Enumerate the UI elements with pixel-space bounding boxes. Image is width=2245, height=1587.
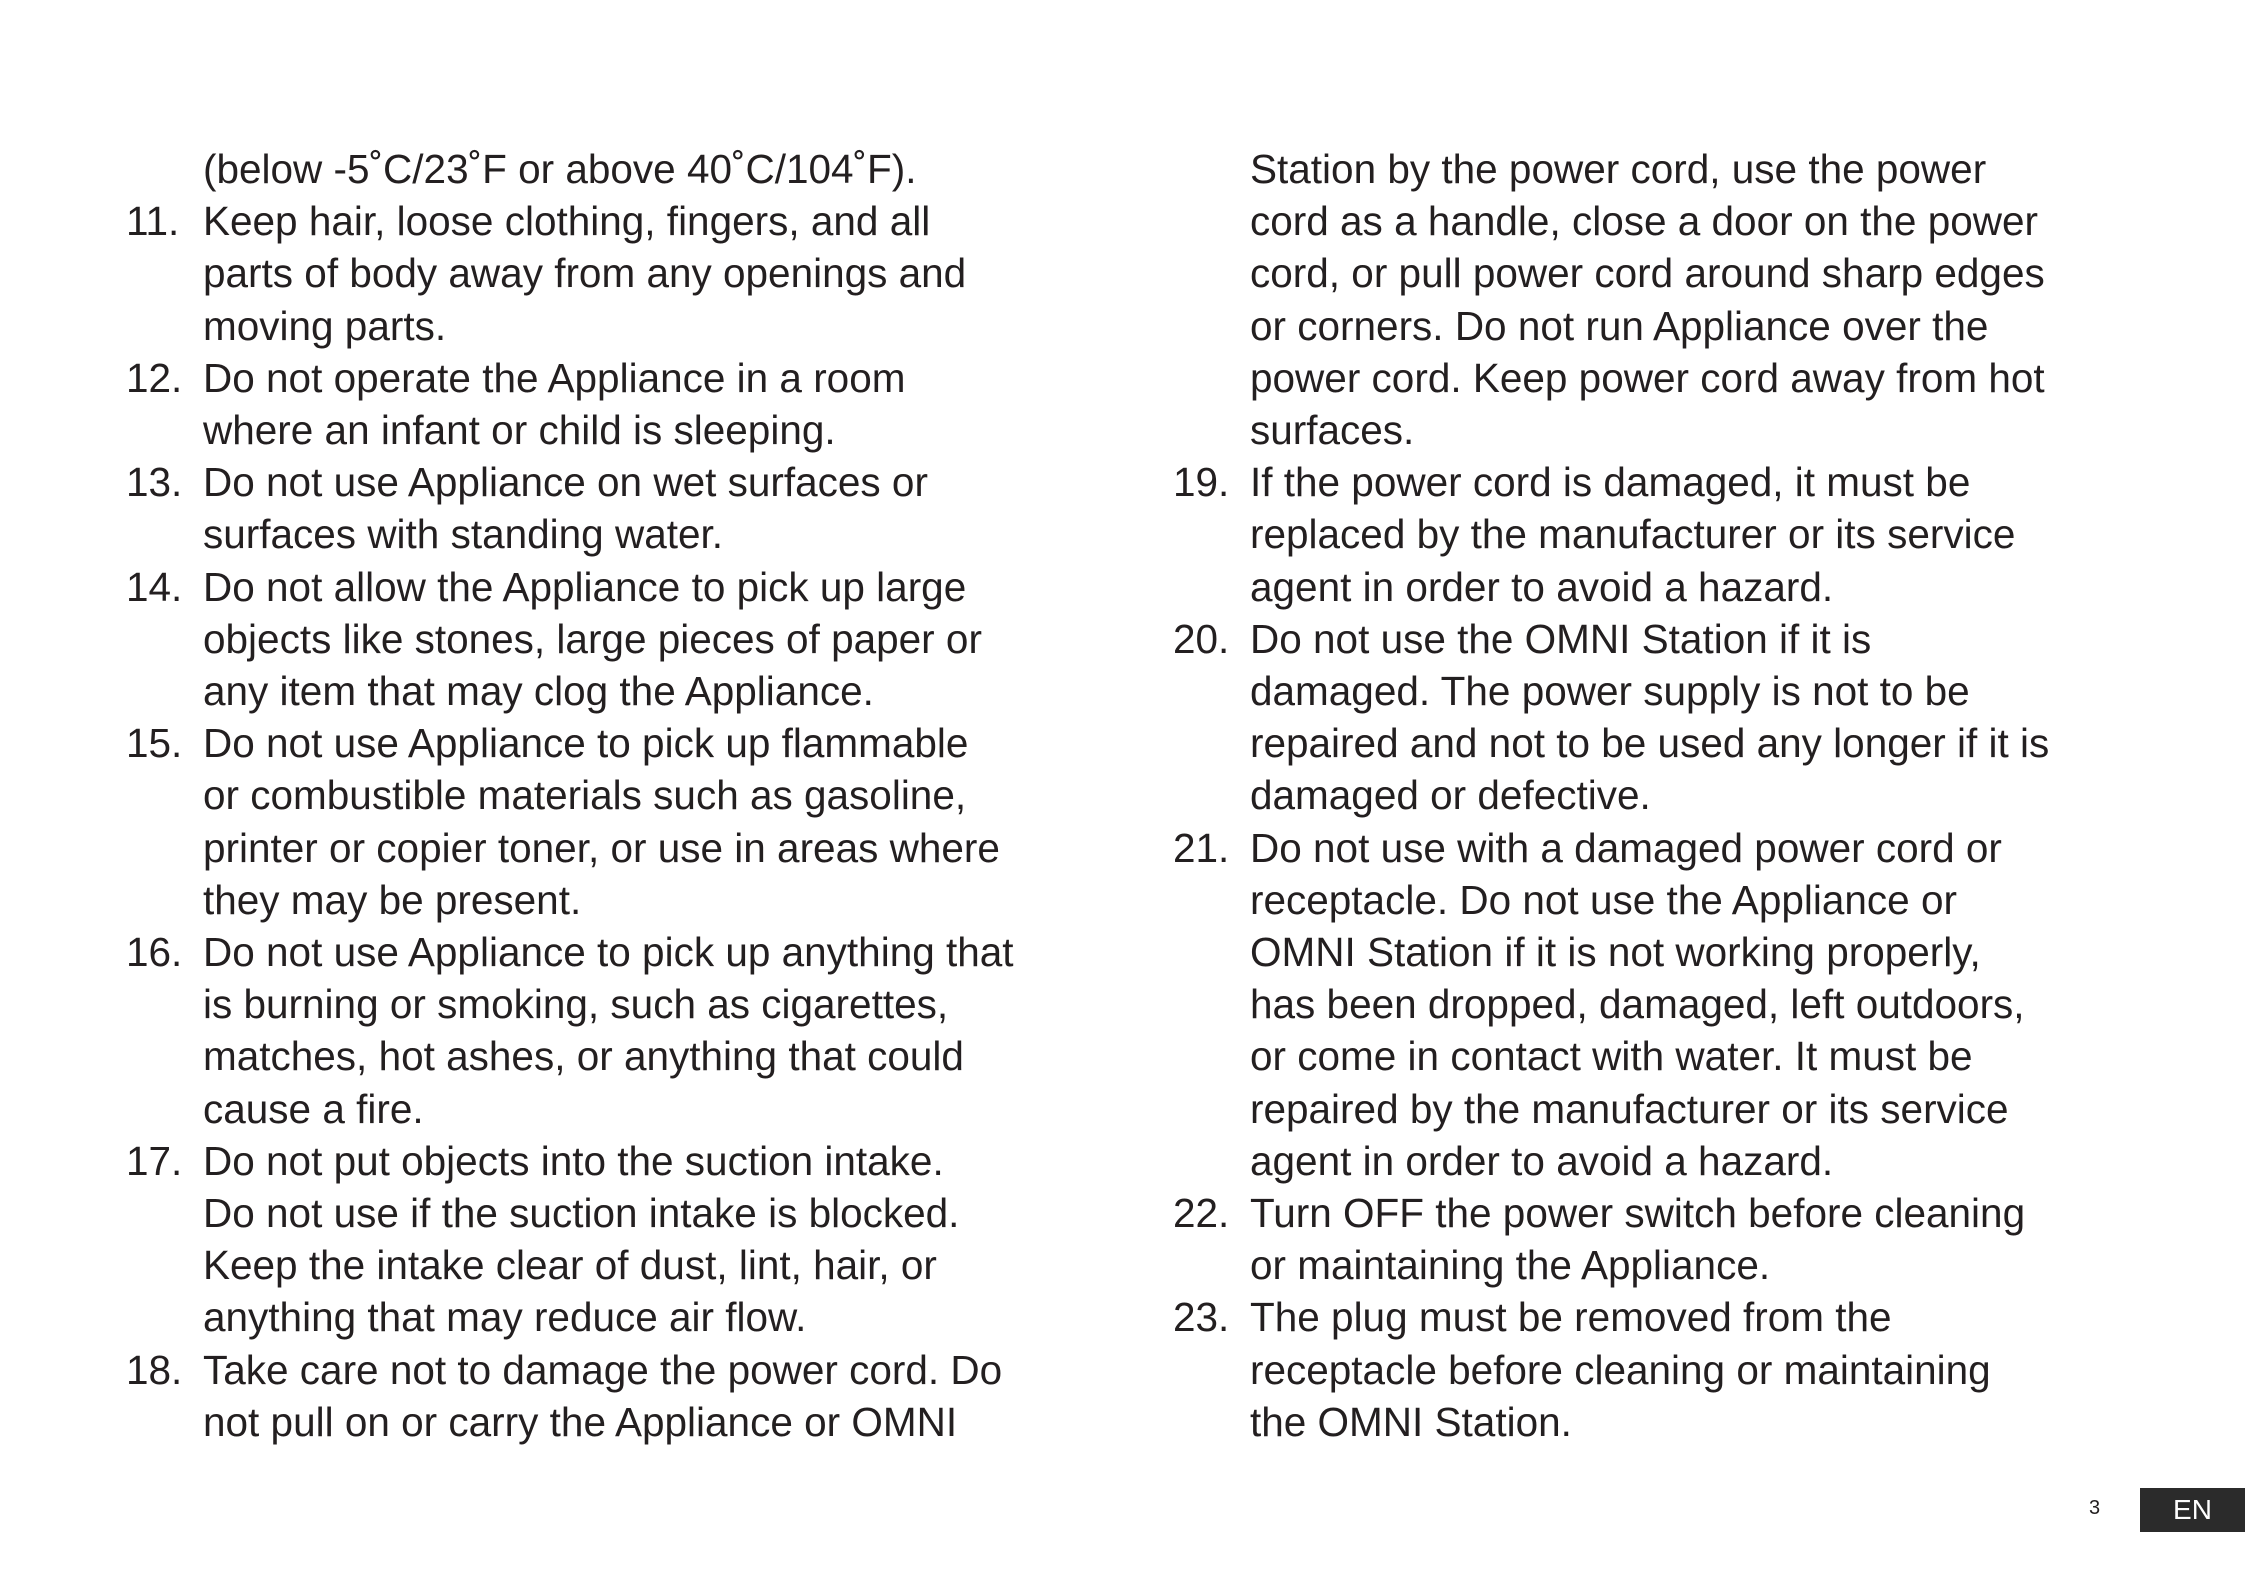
text-line: printer or copier toner, or use in areas where (203, 824, 1000, 871)
list-item (1173, 1187, 2173, 1291)
item-number: 22. (1173, 1190, 1230, 1237)
text-line: The plug must be removed from the (1250, 1294, 1892, 1341)
text-line: Do not use with a damaged power cord or (1250, 824, 2002, 871)
item-text (1250, 143, 2173, 456)
item-number: 17. (126, 1137, 183, 1184)
list-item (1173, 613, 2173, 822)
list-item (126, 456, 1086, 560)
list-item (1173, 143, 2173, 456)
item-number: 14. (126, 563, 183, 610)
text-line: is burning or smoking, such as cigarettes, (203, 981, 949, 1028)
text-line: replaced by the manufacturer or its service (1250, 511, 2016, 558)
list-item (1173, 822, 2173, 1187)
text-line: repaired and not to be used any longer if it is (1250, 720, 2050, 767)
text-line: any item that may clog the Appliance. (203, 668, 874, 715)
text-line: Turn OFF the power switch before cleaning (1250, 1190, 2026, 1237)
text-line: Do not use if the suction intake is blocked. (203, 1190, 960, 1237)
text-line: receptacle. Do not use the Appliance or (1250, 876, 1957, 923)
item-number: 15. (126, 720, 183, 767)
list-item (1173, 456, 2173, 613)
list-item (126, 717, 1086, 926)
text-line: moving parts. (203, 302, 447, 349)
text-line: the OMNI Station. (1250, 1398, 1572, 1445)
text-line: agent in order to avoid a hazard. (1250, 1137, 1834, 1184)
text-line: Do not operate the Appliance in a room (203, 354, 906, 401)
text-line: damaged. The power supply is not to be (1250, 668, 1970, 715)
item-number: 18. (126, 1346, 183, 1393)
item-text (1250, 1291, 2173, 1448)
text-line: Keep the intake clear of dust, lint, hair, or (203, 1242, 937, 1289)
text-line: Keep hair, loose clothing, fingers, and all (203, 198, 931, 245)
list-item (126, 1135, 1086, 1344)
page-number: 3 (2089, 1497, 2101, 1519)
text-line: or corners. Do not run Appliance over the (1250, 302, 1989, 349)
item-number: 21. (1173, 824, 1230, 871)
list-item (126, 561, 1086, 718)
item-text (203, 561, 1086, 718)
text-line: (below -5˚C/23˚F or above 40˚C/104˚F). (203, 146, 917, 192)
text-line: cause a fire. (203, 1085, 424, 1132)
item-text (203, 143, 1086, 195)
text-line: parts of body away from any openings and (203, 250, 967, 297)
list-item (126, 1344, 1086, 1448)
text-line: power cord. Keep power cord away from hot (1250, 354, 2045, 401)
list-item (126, 195, 1086, 352)
text-line: Do not use Appliance to pick up flammable (203, 720, 969, 767)
right-column (1173, 143, 2173, 1448)
text-line: matches, hot ashes, or anything that could (203, 1033, 964, 1080)
text-line: cord, or pull power cord around sharp edges (1250, 250, 2045, 297)
list-item (126, 926, 1086, 1135)
item-text (203, 1135, 1086, 1344)
list-item (126, 143, 1086, 195)
language-badge: EN (2140, 1488, 2245, 1532)
text-line: anything that may reduce air flow. (203, 1294, 807, 1341)
list-item (126, 352, 1086, 456)
text-line: If the power cord is damaged, it must be (1250, 459, 1971, 506)
text-line: Do not put objects into the suction intake. (203, 1137, 944, 1184)
text-line: surfaces. (1250, 407, 1415, 454)
item-text (203, 195, 1086, 352)
item-text (203, 352, 1086, 456)
item-text (203, 926, 1086, 1135)
text-line: they may be present. (203, 876, 582, 923)
text-line: or maintaining the Appliance. (1250, 1242, 1771, 1289)
text-line: objects like stones, large pieces of paper or (203, 615, 982, 662)
text-line: damaged or defective. (1250, 772, 1651, 819)
list-item (1173, 1291, 2173, 1448)
item-text (1250, 613, 2173, 822)
item-text (203, 1344, 1086, 1448)
item-number: 23. (1173, 1294, 1230, 1341)
text-line: agent in order to avoid a hazard. (1250, 563, 1834, 610)
item-number: 16. (126, 929, 183, 976)
text-line: receptacle before cleaning or maintaining (1250, 1346, 1991, 1393)
text-line: or combustible materials such as gasoline, (203, 772, 967, 819)
left-column (126, 143, 1086, 1448)
item-number: 13. (126, 459, 183, 506)
text-line: Do not use the OMNI Station if it is (1250, 615, 1872, 662)
text-line: or come in contact with water. It must be (1250, 1033, 1973, 1080)
item-text (203, 456, 1086, 560)
text-line: where an infant or child is sleeping. (203, 407, 836, 454)
text-line: Do not use Appliance to pick up anything that (203, 929, 1014, 976)
item-text (1250, 822, 2173, 1187)
text-line: surfaces with standing water. (203, 511, 724, 558)
item-text (1250, 1187, 2173, 1291)
text-line: Take care not to damage the power cord. Do (203, 1346, 1003, 1393)
text-line: repaired by the manufacturer or its service (1250, 1085, 2009, 1132)
text-line: Do not use Appliance on wet surfaces or (203, 459, 928, 506)
text-line: has been dropped, damaged, left outdoors, (1250, 981, 2025, 1028)
item-text (203, 717, 1086, 926)
item-number: 20. (1173, 615, 1230, 662)
text-line: Do not allow the Appliance to pick up large (203, 563, 967, 610)
text-line: OMNI Station if it is not working properly, (1250, 929, 1981, 976)
text-line: Station by the power cord, use the power (1250, 146, 1987, 192)
item-number: 12. (126, 354, 183, 401)
text-line: cord as a handle, close a door on the power (1250, 198, 2039, 245)
text-line: not pull on or carry the Appliance or OMNI (203, 1398, 958, 1445)
item-number: 11. (126, 198, 180, 245)
item-number: 19. (1173, 459, 1230, 506)
item-text (1250, 456, 2173, 613)
